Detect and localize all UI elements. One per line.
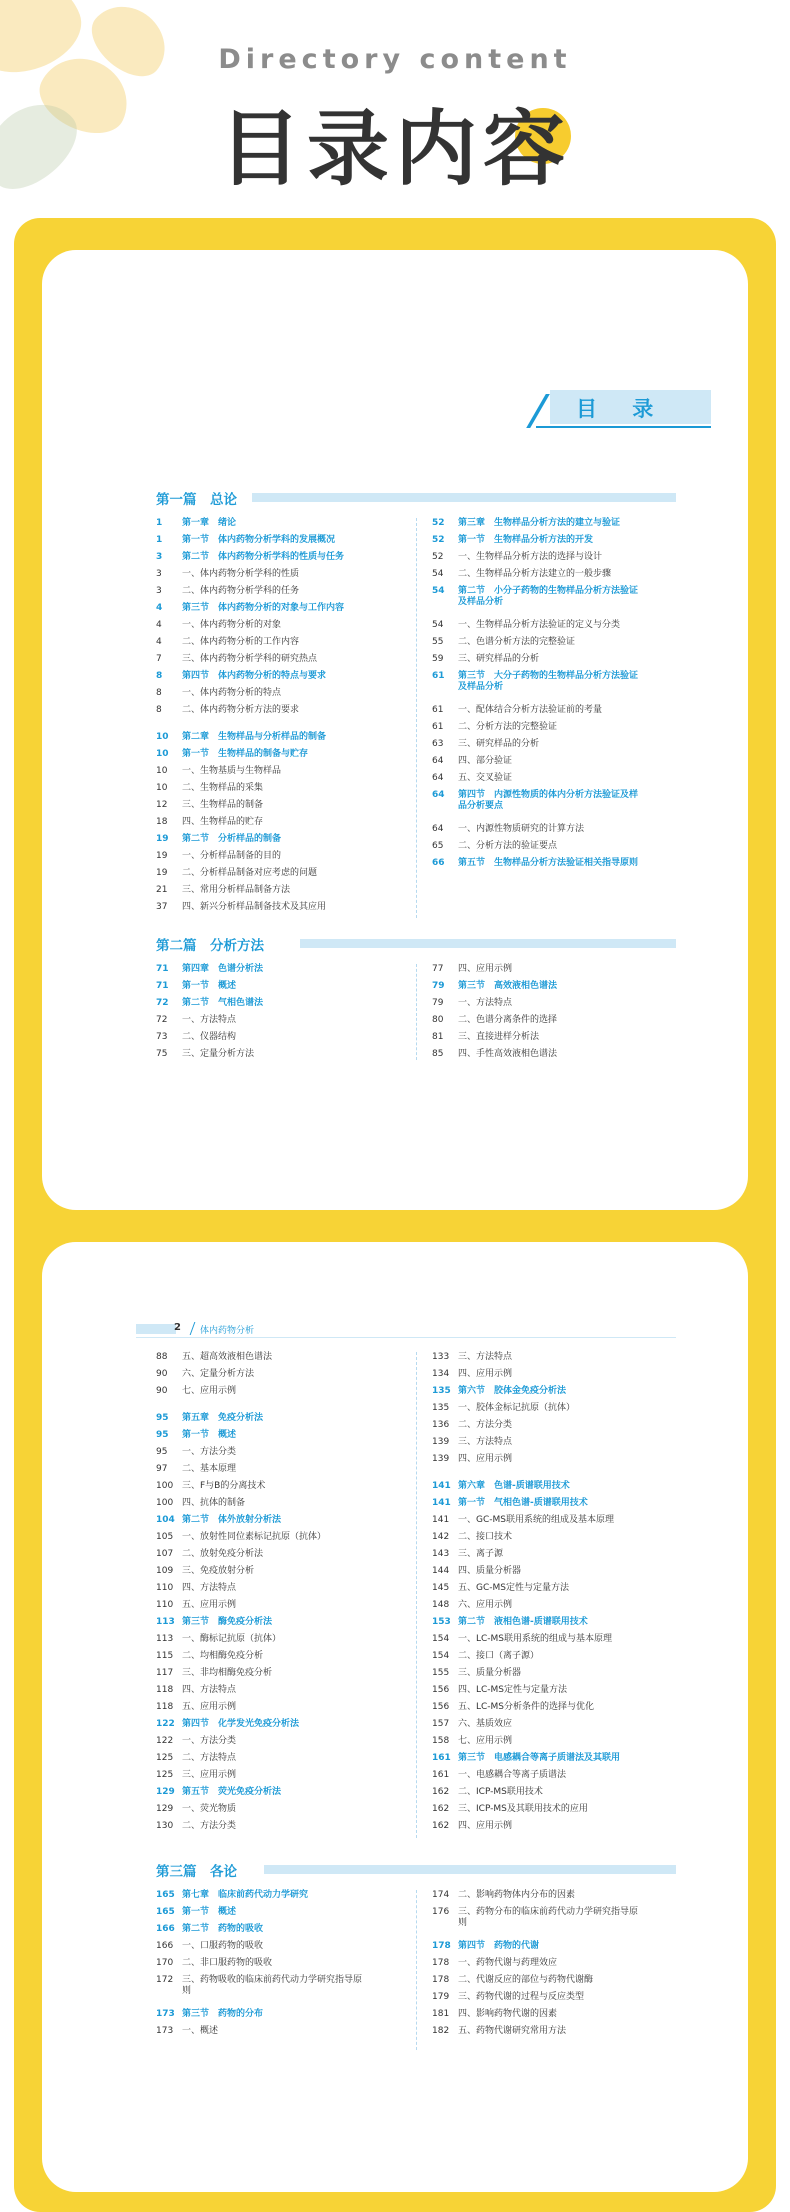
running-header [136,1322,676,1336]
toc-page-number: 173 [156,2009,175,2019]
toc-page-number: 178 [432,1941,451,1951]
toc-page-number: 166 [156,1924,175,1934]
toc-page-number: 129 [156,1787,175,1797]
toc-page-number: 66 [432,858,445,868]
toc-page-number: 61 [432,722,444,732]
toc-entry-title: 第三节 大分子药物的生物样品分析方法验证及样品分析 [458,671,639,692]
toc-page-number: 54 [432,586,445,596]
toc-entry-title: 五、交叉验证 [458,773,513,783]
toc-page-number: 59 [432,654,444,664]
toc-page-number: 139 [432,1437,450,1447]
toc-page-number: 118 [156,1685,174,1695]
toc-page-number: 61 [432,705,444,715]
toc-page-number: 156 [432,1702,450,1712]
toc-page-number: 143 [432,1549,450,1559]
toc-entry-title: 七、应用示例 [182,1386,237,1396]
toc-page-number: 55 [432,637,444,647]
toc-entry-title: 六、定量分析方法 [182,1369,255,1379]
toc-entry-title: 第二节 体内药物分析学科的性质与任务 [182,552,345,562]
toc-page-number: 100 [156,1481,174,1491]
toc-entry-title: 一、概述 [182,2026,219,2036]
toc-page-1 [42,250,748,1210]
toc-entry-title: 第一节 生物样品的制备与贮存 [182,749,309,759]
toc-entry-title: 五、LC-MS分析条件的选择与优化 [458,1702,595,1712]
toc-heading [536,390,711,424]
toc-page-number: 1 [156,518,163,528]
toc-page-number: 1 [156,535,163,545]
toc-page-number: 173 [156,2026,174,2036]
toc-entry-title: 二、分析方法的验证要点 [458,841,558,851]
toc-entry-title: 第三节 电感耦合等离子质谱法及其联用 [458,1753,621,1763]
toc-entry-title: 第六节 胶体金免疫分析法 [458,1386,567,1396]
toc-entry-title: 二、方法特点 [182,1753,237,1763]
toc-page-number: 97 [156,1464,168,1474]
toc-entry-title: 二、影响药物体内分布的因素 [458,1890,576,1900]
toc-page-number: 113 [156,1617,175,1627]
toc-entry-title: 一、荧光物质 [182,1804,237,1814]
toc-page-number: 182 [432,2026,450,2036]
toc-page-number: 75 [156,1049,168,1059]
toc-page-number: 71 [156,964,169,974]
toc-page-number: 155 [432,1668,450,1678]
toc-entry-title: 二、色谱分离条件的选择 [458,1015,558,1025]
toc-page-number: 135 [432,1403,450,1413]
toc-page-number: 107 [156,1549,174,1559]
toc-entry-title: 第二章 生物样品与分析样品的制备 [182,732,327,742]
toc-page-number: 141 [432,1481,451,1491]
toc-entry-title: 第三节 酶免疫分析法 [182,1617,273,1627]
toc-page-number: 73 [156,1032,168,1042]
toc-entry-title: 第四节 药物的代谢 [458,1941,540,1951]
toc-entry-title: 第一节 概述 [182,981,237,991]
toc-page-number: 161 [432,1753,451,1763]
toc-page-number: 10 [156,783,168,793]
toc-page-number: 8 [156,705,162,715]
toc-entry-title: 第一节 生物样品分析方法的开发 [458,535,594,545]
toc-entry-title: 三、研究样品的分析 [458,654,540,664]
toc-entry-title: 二、方法分类 [182,1821,237,1831]
toc-page-number: 154 [432,1651,450,1661]
toc-entry-title: 二、放射免疫分析法 [182,1549,264,1559]
toc-entry-title: 一、体内药物分析的对象 [182,620,282,630]
toc-page-number: 64 [432,790,445,800]
toc-entry-title: 第三节 体内药物分析的对象与工作内容 [182,603,345,613]
toc-entry-title: 四、应用示例 [458,964,513,974]
toc-entry-title: 一、药物代谢与药理效应 [458,1958,558,1968]
toc-page-number: 100 [156,1498,174,1508]
toc-entry-title: 三、常用分析样品制备方法 [182,885,291,895]
toc-entry-title: 三、体内药物分析学科的研究热点 [182,654,318,664]
toc-page-number: 117 [156,1668,174,1678]
toc-entry-title: 四、部分验证 [458,756,513,766]
toc-entry-title: 第二节 分析样品的制备 [182,834,282,844]
toc-page-number: 139 [432,1454,450,1464]
toc-entry-title: 三、F与B的分离技术 [182,1481,266,1491]
toc-entry-title: 三、定量分析方法 [182,1049,255,1059]
toc-page-number: 4 [156,620,162,630]
toc-entry-title: 第三章 生物样品分析方法的建立与验证 [458,518,621,528]
toc-page-number: 61 [432,671,445,681]
toc-entry-title: 第六章 色谱-质谱联用技术 [458,1481,570,1491]
toc-entry-title: 二、接口技术 [458,1532,513,1542]
toc-entry-title: 一、方法分类 [182,1447,237,1457]
toc-page-number: 129 [156,1804,174,1814]
toc-page-number: 95 [156,1447,168,1457]
toc-entry-title: 第四节 化学发光免疫分析法 [182,1719,300,1729]
toc-page-number: 136 [432,1420,450,1430]
toc-entry-title: 二、接口（离子源） [458,1651,540,1661]
toc-page-number: 122 [156,1736,174,1746]
toc-page-number: 125 [156,1753,174,1763]
toc-page-number: 95 [156,1430,169,1440]
toc-entry-title: 第一节 气相色谱-质谱联用技术 [458,1498,588,1508]
toc-page-number: 3 [156,569,162,579]
toc-entry-title: 第五节 生物样品分析方法验证相关指导原则 [458,858,639,868]
toc-page-number: 71 [156,981,169,991]
toc-entry-title: 二、体内药物分析的工作内容 [182,637,300,647]
toc-entry-title: 三、非均相酶免疫分析 [182,1668,273,1678]
part-heading [156,1860,676,1878]
toc-heading-text: 目 录 [576,397,668,421]
toc-page-number: 165 [156,1907,175,1917]
toc-page-number: 162 [432,1787,450,1797]
toc-page-number: 19 [156,851,168,861]
toc-entry-title: 一、LC-MS联用系统的组成与基本原理 [458,1634,613,1644]
toc-entry-title: 三、离子源 [458,1549,504,1559]
toc-entry-title: 二、体内药物分析学科的任务 [182,586,300,596]
toc-page-number: 104 [156,1515,175,1525]
toc-entry-title: 二、仪器结构 [182,1032,237,1042]
toc-page-number: 37 [156,902,168,912]
toc-page-number: 181 [432,2009,450,2019]
toc-page-number: 52 [432,552,444,562]
toc-page-number: 10 [156,732,169,742]
toc-page-number: 19 [156,868,168,878]
toc-page-number: 144 [432,1566,450,1576]
toc-page-number: 12 [156,800,168,810]
toc-page-number: 162 [432,1804,450,1814]
toc-page-number: 125 [156,1770,174,1780]
toc-entry-title: 三、药物吸收的临床前药代动力学研究指导原则 [182,1975,363,1996]
toc-page-number: 54 [432,620,444,630]
toc-entry-title: 三、研究样品的分析 [458,739,540,749]
toc-page-number: 162 [432,1821,450,1831]
toc-page-number: 145 [432,1583,450,1593]
toc-entry-title: 四、影响药物代谢的因素 [458,2009,558,2019]
header-title-cn: 目录内容 [218,102,571,197]
toc-entry-title: 第一节 概述 [182,1430,237,1440]
toc-entry-title: 六、应用示例 [458,1600,513,1610]
toc-entry-title: 五、应用示例 [182,1702,237,1712]
part-heading [156,488,676,506]
toc-entry-title: 三、生物样品的制备 [182,800,264,810]
part-heading [156,934,676,952]
toc-page-number: 95 [156,1413,169,1423]
toc-page-number: 10 [156,766,168,776]
toc-entry-title: 二、均相酶免疫分析 [182,1651,264,1661]
toc-entry-title: 一、生物样品分析方法验证的定义与分类 [458,620,621,630]
toc-entry-title: 一、生物基质与生物样品 [182,766,282,776]
toc-page-number: 80 [432,1015,444,1025]
toc-page-number: 133 [432,1352,450,1362]
toc-page-number: 109 [156,1566,174,1576]
toc-entry-title: 第二节 液相色谱-质谱联用技术 [458,1617,588,1627]
toc-entry-title: 一、方法分类 [182,1736,237,1746]
toc-page-number: 179 [432,1992,450,2002]
toc-page-number: 130 [156,1821,174,1831]
toc-entry-title: 三、免疫放射分析 [182,1566,255,1576]
toc-entry-title: 第四节 内源性物质的体内分析方法验证及样品分析要点 [458,790,639,811]
toc-page-number: 178 [432,1958,450,1968]
toc-entry-title: 三、直接进样分析法 [458,1032,540,1042]
toc-page-number: 79 [432,981,445,991]
toc-page-number: 135 [432,1386,451,1396]
toc-page-number: 178 [432,1975,450,1985]
toc-entry-title: 一、方法特点 [458,998,513,1008]
toc-page-number: 54 [432,569,444,579]
toc-entry-title: 三、应用示例 [182,1770,237,1780]
toc-page-number: 176 [432,1907,450,1917]
toc-entry-title: 二、生物样品分析方法建立的一般步骤 [458,569,612,579]
toc-page-number: 88 [156,1352,168,1362]
toc-entry-title: 第四节 体内药物分析的特点与要求 [182,671,327,681]
toc-entry-title: 一、内源性物质研究的计算方法 [458,824,585,834]
toc-entry-title: 二、体内药物分析方法的要求 [182,705,300,715]
toc-entry-title: 第一章 绪论 [182,518,237,528]
toc-page-number: 64 [432,756,444,766]
toc-entry-title: 一、酶标记抗原（抗体） [182,1634,282,1644]
toc-page-number: 134 [432,1369,450,1379]
toc-page-number: 52 [432,518,445,528]
toc-page-number: 118 [156,1702,174,1712]
toc-entry-title: 一、口服药物的吸收 [182,1941,264,1951]
page-number: 2 [174,1322,181,1333]
running-header-title: 体内药物分析 [200,1326,255,1336]
toc-page-number: 72 [156,1015,168,1025]
toc-entry-title: 一、体内药物分析的特点 [182,688,282,698]
toc-entry-title: 二、基本原理 [182,1464,237,1474]
toc-entry-title: 四、抗体的制备 [182,1498,246,1508]
toc-entry-title: 一、生物样品分析方法的选择与设计 [458,552,603,562]
toc-entry-title: 一、放射性同位素标记抗原（抗体） [182,1532,327,1542]
header-title-en: Directory content [218,44,572,75]
page-header [0,0,790,215]
toc-entry-title: 四、应用示例 [458,1821,513,1831]
toc-page-number: 7 [156,654,162,664]
toc-entry-title: 第三节 药物的分布 [182,2009,264,2019]
toc-page-number: 158 [432,1736,450,1746]
toc-page-number: 21 [156,885,168,895]
toc-page-number: 90 [156,1386,168,1396]
toc-entry-title: 二、方法分类 [458,1420,513,1430]
toc-page-number: 157 [432,1719,450,1729]
toc-entry-title: 四、质量分析器 [458,1566,522,1576]
toc-entry-title: 第五节 荧光免疫分析法 [182,1787,282,1797]
toc-page-number: 170 [156,1958,174,1968]
toc-page-number: 65 [432,841,444,851]
toc-entry-title: 一、GC-MS联用系统的组成及基本原理 [458,1515,614,1525]
toc-page-number: 85 [432,1049,444,1059]
toc-entry-title: 三、质量分析器 [458,1668,522,1678]
toc-page-number: 115 [156,1651,174,1661]
toc-page-number: 148 [432,1600,450,1610]
toc-entry-title: 五、应用示例 [182,1600,237,1610]
toc-page-number: 110 [156,1600,174,1610]
toc-page-number: 172 [156,1975,174,1985]
toc-entry-title: 二、非口服药物的吸收 [182,1958,273,1968]
toc-page-number: 81 [432,1032,444,1042]
toc-entry-title: 五、超高效液相色谱法 [182,1352,273,1362]
toc-entry-title: 四、应用示例 [458,1454,513,1464]
toc-entry-title: 第一节 体内药物分析学科的发展概况 [182,535,336,545]
toc-entry-title: 四、生物样品的贮存 [182,817,264,827]
toc-entry-title: 第三节 高效液相色谱法 [458,981,558,991]
toc-entry-title: 一、方法特点 [182,1015,237,1025]
toc-page-number: 77 [432,964,444,974]
toc-page-number: 8 [156,688,162,698]
toc-entry-title: 二、色谱分析方法的完整验证 [458,637,576,647]
toc-entry-title: 六、基质效应 [458,1719,513,1729]
part-title: 第二篇 分析方法 [156,938,264,954]
toc-entry-title: 七、应用示例 [458,1736,513,1746]
toc-page-number: 52 [432,535,445,545]
toc-page-number: 141 [432,1515,450,1525]
part-title: 第一篇 总论 [156,492,237,508]
toc-page-number: 165 [156,1890,175,1900]
toc-entry-title: 四、新兴分析样品制备技术及其应用 [182,902,327,912]
toc-entry-title: 二、ICP-MS联用技术 [458,1787,543,1797]
toc-page-number: 72 [156,998,169,1008]
toc-page-number: 90 [156,1369,168,1379]
toc-entry-title: 三、药物代谢的过程与反应类型 [458,1992,585,2002]
toc-entry-title: 三、药物分布的临床前药代动力学研究指导原则 [458,1907,639,1928]
toc-page-number: 110 [156,1583,174,1593]
toc-page-number: 154 [432,1634,450,1644]
toc-entry-title: 第二节 药物的吸收 [182,1924,264,1934]
toc-page-number: 64 [432,824,444,834]
toc-entry-title: 四、方法特点 [182,1583,237,1593]
toc-entry-title: 第二节 气相色谱法 [182,998,264,1008]
toc-entry-title: 四、应用示例 [458,1369,513,1379]
toc-page-number: 174 [432,1890,450,1900]
toc-page-number: 4 [156,637,162,647]
toc-entry-title: 四、手性高效液相色谱法 [458,1049,558,1059]
toc-page-number: 79 [432,998,444,1008]
toc-entry-title: 三、ICP-MS及其联用技术的应用 [458,1804,588,1814]
toc-entry-title: 第五章 免疫分析法 [182,1413,264,1423]
part-title: 第三篇 各论 [156,1864,237,1880]
toc-entry-title: 三、方法特点 [458,1437,513,1447]
toc-entry-title: 第二节 小分子药物的生物样品分析方法验证及样品分析 [458,586,639,607]
toc-page-number: 141 [432,1498,451,1508]
toc-entry-title: 二、分析方法的完整验证 [458,722,558,732]
toc-page-number: 3 [156,586,162,596]
toc-page-number: 64 [432,773,444,783]
toc-entry-title: 一、电感耦合等离子质谱法 [458,1770,567,1780]
toc-page-number: 4 [156,603,163,613]
toc-entry-title: 第七章 临床前药代动力学研究 [182,1890,309,1900]
toc-page-number: 161 [432,1770,450,1780]
toc-page-number: 63 [432,739,444,749]
toc-entry-title: 三、方法特点 [458,1352,513,1362]
toc-page-number: 10 [156,749,169,759]
toc-page-number: 8 [156,671,163,681]
toc-page-number: 19 [156,834,169,844]
toc-page-number: 153 [432,1617,451,1627]
toc-entry-title: 二、生物样品的采集 [182,783,264,793]
toc-entry-title: 二、代谢反应的部位与药物代谢酶 [458,1975,594,1985]
toc-page-number: 18 [156,817,168,827]
toc-page-number: 113 [156,1634,174,1644]
toc-entry-title: 一、配体结合分析方法验证前的考量 [458,705,603,715]
toc-page-2 [42,1242,748,2192]
toc-entry-title: 二、分析样品制备对应考虑的问题 [182,868,318,878]
toc-entry-title: 五、药物代谢研究常用方法 [458,2026,567,2036]
toc-entry-title: 一、分析样品制备的目的 [182,851,282,861]
toc-entry-title: 一、胶体金标记抗原（抗体） [458,1403,576,1413]
toc-entry-title: 一、体内药物分析学科的性质 [182,569,300,579]
toc-entry-title: 第二节 体外放射分析法 [182,1515,282,1525]
toc-page-number: 156 [432,1685,450,1695]
toc-page-number: 3 [156,552,163,562]
toc-entry-title: 四、方法特点 [182,1685,237,1695]
toc-page-number: 166 [156,1941,174,1951]
toc-entry-title: 第一节 概述 [182,1907,237,1917]
toc-page-number: 105 [156,1532,174,1542]
toc-entry-title: 第四章 色谱分析法 [182,964,264,974]
toc-entry-title: 四、LC-MS定性与定量方法 [458,1685,568,1695]
toc-entry-title: 五、GC-MS定性与定量方法 [458,1583,569,1593]
toc-page-number: 142 [432,1532,450,1542]
toc-page-number: 122 [156,1719,175,1729]
